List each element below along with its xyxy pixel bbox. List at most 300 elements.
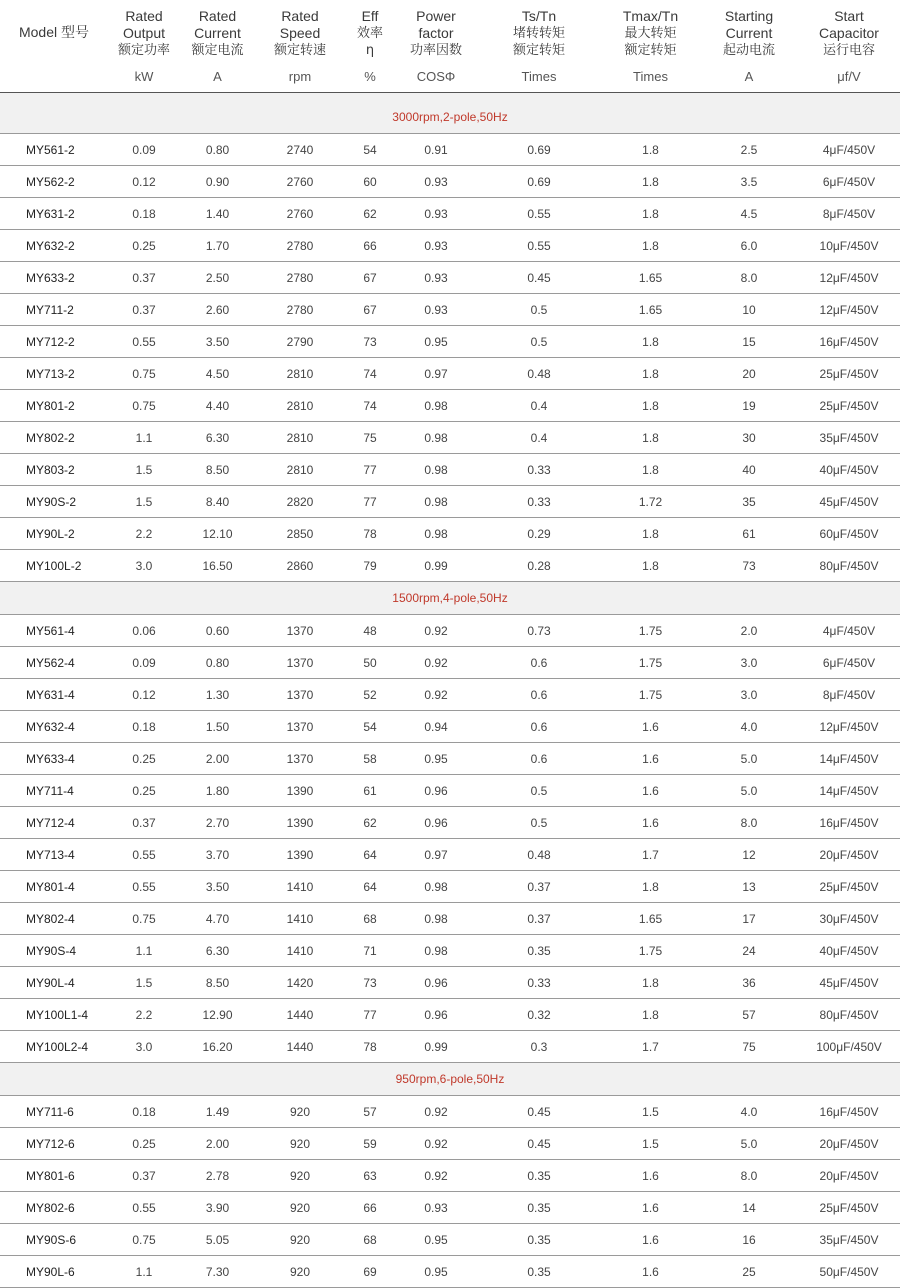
value-cell: 63 [345, 1160, 395, 1192]
value-cell: 1390 [255, 775, 345, 807]
table-row [0, 1128, 900, 1160]
value-cell: 1.6 [601, 807, 700, 839]
value-cell: 35 [700, 486, 798, 518]
value-cell: 40μF/450V [798, 935, 900, 967]
value-cell: 0.6 [477, 647, 601, 679]
value-cell: 4μF/450V [798, 615, 900, 647]
value-cell: 2.0 [700, 615, 798, 647]
table-row [0, 230, 900, 262]
value-cell: 0.93 [395, 166, 477, 198]
value-cell: 0.93 [395, 262, 477, 294]
value-cell: 1.8 [601, 390, 700, 422]
model-cell: MY561-4 [0, 615, 108, 647]
table-row [0, 422, 900, 454]
value-cell: 920 [255, 1256, 345, 1288]
model-cell: MY802-2 [0, 422, 108, 454]
value-cell: 0.37 [108, 294, 180, 326]
value-cell: 920 [255, 1224, 345, 1256]
model-cell: MY632-4 [0, 711, 108, 743]
value-cell: 54 [345, 134, 395, 166]
value-cell: 13 [700, 871, 798, 903]
unit-cell: μf/V [798, 64, 900, 93]
value-cell: 16μF/450V [798, 807, 900, 839]
value-cell: 1.8 [601, 326, 700, 358]
table-row [0, 839, 900, 871]
value-cell: 60 [345, 166, 395, 198]
value-cell: 14 [700, 1192, 798, 1224]
model-cell: MY90S-2 [0, 486, 108, 518]
value-cell: 0.69 [477, 134, 601, 166]
value-cell: 0.98 [395, 390, 477, 422]
value-cell: 0.60 [180, 615, 255, 647]
value-cell: 3.50 [180, 871, 255, 903]
value-cell: 1.7 [601, 1031, 700, 1063]
table-row [0, 999, 900, 1031]
value-cell: 30μF/450V [798, 903, 900, 935]
value-cell: 40μF/450V [798, 454, 900, 486]
value-cell: 1.5 [601, 1128, 700, 1160]
value-cell: 1.8 [601, 550, 700, 582]
value-cell: 920 [255, 1192, 345, 1224]
value-cell: 8.50 [180, 967, 255, 999]
value-cell: 0.95 [395, 1224, 477, 1256]
value-cell: 78 [345, 518, 395, 550]
value-cell: 2.2 [108, 518, 180, 550]
table-row [0, 326, 900, 358]
table-row [0, 647, 900, 679]
value-cell: 16.20 [180, 1031, 255, 1063]
section-title: 1500rpm,4-pole,50Hz [0, 582, 900, 615]
value-cell: 8μF/450V [798, 679, 900, 711]
value-cell: 20μF/450V [798, 1160, 900, 1192]
value-cell: 1.8 [601, 454, 700, 486]
table-row [0, 903, 900, 935]
value-cell: 4.40 [180, 390, 255, 422]
model-cell: MY100L2-4 [0, 1031, 108, 1063]
value-cell: 0.98 [395, 935, 477, 967]
value-cell: 0.37 [108, 262, 180, 294]
value-cell: 0.37 [477, 871, 601, 903]
value-cell: 0.32 [477, 999, 601, 1031]
value-cell: 0.90 [180, 166, 255, 198]
value-cell: 66 [345, 230, 395, 262]
value-cell: 0.80 [180, 647, 255, 679]
value-cell: 5.0 [700, 743, 798, 775]
model-cell: MY562-2 [0, 166, 108, 198]
value-cell: 80μF/450V [798, 999, 900, 1031]
value-cell: 2850 [255, 518, 345, 550]
value-cell: 8.0 [700, 262, 798, 294]
value-cell: 4.0 [700, 1096, 798, 1128]
value-cell: 3.0 [108, 1031, 180, 1063]
value-cell: 0.29 [477, 518, 601, 550]
value-cell: 1440 [255, 1031, 345, 1063]
value-cell: 17 [700, 903, 798, 935]
value-cell: 0.33 [477, 967, 601, 999]
value-cell: 8.40 [180, 486, 255, 518]
value-cell: 0.75 [108, 1224, 180, 1256]
value-cell: 0.35 [477, 1160, 601, 1192]
table-row [0, 743, 900, 775]
value-cell: 0.48 [477, 839, 601, 871]
table-row [0, 166, 900, 198]
value-cell: 1.8 [601, 422, 700, 454]
value-cell: 0.75 [108, 358, 180, 390]
table-row [0, 294, 900, 326]
value-cell: 0.55 [477, 198, 601, 230]
table-row [0, 486, 900, 518]
value-cell: 2810 [255, 390, 345, 422]
table-row [0, 518, 900, 550]
value-cell: 0.4 [477, 390, 601, 422]
value-cell: 5.05 [180, 1224, 255, 1256]
header-power-factor: Power factor 功率因数 [409, 8, 462, 58]
value-cell: 5.0 [700, 1128, 798, 1160]
value-cell: 1.6 [601, 775, 700, 807]
value-cell: 30 [700, 422, 798, 454]
value-cell: 0.92 [395, 615, 477, 647]
value-cell: 12μF/450V [798, 262, 900, 294]
value-cell: 3.70 [180, 839, 255, 871]
value-cell: 1.6 [601, 1160, 700, 1192]
value-cell: 0.55 [108, 839, 180, 871]
model-cell: MY712-6 [0, 1128, 108, 1160]
model-cell: MY633-2 [0, 262, 108, 294]
header-max-torque-ratio: Tmax/Tn 最大转矩 额定转矩 [622, 8, 679, 58]
value-cell: 0.98 [395, 422, 477, 454]
table-body [0, 93, 900, 1288]
value-cell: 6μF/450V [798, 647, 900, 679]
value-cell: 0.28 [477, 550, 601, 582]
value-cell: 0.93 [395, 1192, 477, 1224]
header-rated-output: Rated Output 额定功率 [117, 8, 170, 58]
value-cell: 1.49 [180, 1096, 255, 1128]
model-cell: MY802-6 [0, 1192, 108, 1224]
value-cell: 35μF/450V [798, 1224, 900, 1256]
table-row [0, 871, 900, 903]
value-cell: 16 [700, 1224, 798, 1256]
value-cell: 0.80 [180, 134, 255, 166]
value-cell: 52 [345, 679, 395, 711]
value-cell: 25μF/450V [798, 390, 900, 422]
value-cell: 1.8 [601, 967, 700, 999]
value-cell: 0.48 [477, 358, 601, 390]
value-cell: 0.95 [395, 326, 477, 358]
value-cell: 2810 [255, 422, 345, 454]
table-row [0, 134, 900, 166]
value-cell: 0.69 [477, 166, 601, 198]
value-cell: 1390 [255, 807, 345, 839]
header-model: Model 型号 [18, 23, 90, 40]
value-cell: 0.55 [477, 230, 601, 262]
value-cell: 1.5 [108, 967, 180, 999]
value-cell: 19 [700, 390, 798, 422]
value-cell: 1420 [255, 967, 345, 999]
value-cell: 0.96 [395, 999, 477, 1031]
value-cell: 73 [345, 326, 395, 358]
model-cell: MY803-2 [0, 454, 108, 486]
value-cell: 3.0 [700, 679, 798, 711]
value-cell: 73 [345, 967, 395, 999]
value-cell: 1.65 [601, 262, 700, 294]
value-cell: 1.5 [108, 454, 180, 486]
table-row [0, 679, 900, 711]
value-cell: 0.5 [477, 326, 601, 358]
table-row [0, 1096, 900, 1128]
value-cell: 1.6 [601, 743, 700, 775]
value-cell: 0.55 [108, 871, 180, 903]
value-cell: 14μF/450V [798, 775, 900, 807]
model-cell: MY802-4 [0, 903, 108, 935]
value-cell: 2.60 [180, 294, 255, 326]
value-cell: 0.96 [395, 967, 477, 999]
value-cell: 57 [345, 1096, 395, 1128]
model-cell: MY631-4 [0, 679, 108, 711]
value-cell: 25μF/450V [798, 358, 900, 390]
value-cell: 1.50 [180, 711, 255, 743]
section-header-row [0, 1063, 900, 1096]
value-cell: 6μF/450V [798, 166, 900, 198]
value-cell: 0.35 [477, 1256, 601, 1288]
section-header-row [0, 582, 900, 615]
value-cell: 79 [345, 550, 395, 582]
unit-cell: Times [477, 64, 601, 93]
value-cell: 45μF/450V [798, 486, 900, 518]
value-cell: 0.92 [395, 679, 477, 711]
model-cell: MY632-2 [0, 230, 108, 262]
value-cell: 0.37 [108, 1160, 180, 1192]
table-row [0, 967, 900, 999]
value-cell: 0.55 [108, 1192, 180, 1224]
value-cell: 62 [345, 198, 395, 230]
table-row [0, 1256, 900, 1288]
value-cell: 1.75 [601, 679, 700, 711]
value-cell: 7.30 [180, 1256, 255, 1288]
value-cell: 1.75 [601, 615, 700, 647]
value-cell: 2810 [255, 358, 345, 390]
value-cell: 4.0 [700, 711, 798, 743]
value-cell: 16.50 [180, 550, 255, 582]
section-title: 3000rpm,2-pole,50Hz [0, 101, 900, 134]
table-row [0, 454, 900, 486]
value-cell: 1.65 [601, 294, 700, 326]
value-cell: 25 [700, 1256, 798, 1288]
value-cell: 10μF/450V [798, 230, 900, 262]
value-cell: 0.25 [108, 775, 180, 807]
value-cell: 2810 [255, 454, 345, 486]
value-cell: 12μF/450V [798, 294, 900, 326]
value-cell: 1.80 [180, 775, 255, 807]
value-cell: 2780 [255, 230, 345, 262]
value-cell: 0.09 [108, 134, 180, 166]
value-cell: 4.70 [180, 903, 255, 935]
value-cell: 15 [700, 326, 798, 358]
model-cell: MY100L1-4 [0, 999, 108, 1031]
value-cell: 60μF/450V [798, 518, 900, 550]
model-cell: MY711-2 [0, 294, 108, 326]
value-cell: 4.50 [180, 358, 255, 390]
model-cell: MY631-2 [0, 198, 108, 230]
table-row [0, 1224, 900, 1256]
model-cell: MY801-6 [0, 1160, 108, 1192]
unit-cell: COSΦ [395, 64, 477, 93]
table-row [0, 1192, 900, 1224]
value-cell: 25μF/450V [798, 871, 900, 903]
table-row [0, 262, 900, 294]
value-cell: 1.65 [601, 903, 700, 935]
value-cell: 1.1 [108, 935, 180, 967]
value-cell: 920 [255, 1128, 345, 1160]
value-cell: 0.91 [395, 134, 477, 166]
value-cell: 0.18 [108, 711, 180, 743]
table-row [0, 1160, 900, 1192]
model-cell: MY713-4 [0, 839, 108, 871]
header-locked-torque-ratio: Ts/Tn 堵转转矩 额定转矩 [512, 8, 565, 58]
value-cell: 100μF/450V [798, 1031, 900, 1063]
value-cell: 0.6 [477, 743, 601, 775]
value-cell: 20 [700, 358, 798, 390]
value-cell: 2760 [255, 198, 345, 230]
value-cell: 62 [345, 807, 395, 839]
value-cell: 78 [345, 1031, 395, 1063]
value-cell: 68 [345, 903, 395, 935]
value-cell: 1370 [255, 711, 345, 743]
value-cell: 1.5 [601, 1096, 700, 1128]
value-cell: 20μF/450V [798, 839, 900, 871]
value-cell: 8μF/450V [798, 198, 900, 230]
value-cell: 1.40 [180, 198, 255, 230]
header-row [0, 0, 900, 64]
unit-cell: A [180, 64, 255, 93]
unit-cell: rpm [255, 64, 345, 93]
header-rated-current: Rated Current 额定电流 [191, 8, 244, 58]
value-cell: 0.06 [108, 615, 180, 647]
unit-model [0, 64, 108, 93]
value-cell: 0.33 [477, 454, 601, 486]
value-cell: 6.30 [180, 422, 255, 454]
value-cell: 2780 [255, 294, 345, 326]
model-cell: MY713-2 [0, 358, 108, 390]
value-cell: 57 [700, 999, 798, 1031]
value-cell: 0.99 [395, 1031, 477, 1063]
value-cell: 3.0 [700, 647, 798, 679]
table-row [0, 615, 900, 647]
value-cell: 0.98 [395, 871, 477, 903]
unit-cell: % [345, 64, 395, 93]
section-spacer [0, 93, 900, 102]
value-cell: 77 [345, 454, 395, 486]
value-cell: 1.75 [601, 647, 700, 679]
unit-row [0, 64, 900, 93]
section-title: 950rpm,6-pole,50Hz [0, 1063, 900, 1096]
value-cell: 0.35 [477, 935, 601, 967]
value-cell: 2760 [255, 166, 345, 198]
value-cell: 0.5 [477, 775, 601, 807]
value-cell: 0.75 [108, 390, 180, 422]
value-cell: 1.1 [108, 422, 180, 454]
model-cell: MY801-4 [0, 871, 108, 903]
value-cell: 2740 [255, 134, 345, 166]
value-cell: 0.99 [395, 550, 477, 582]
value-cell: 0.09 [108, 647, 180, 679]
value-cell: 16μF/450V [798, 326, 900, 358]
value-cell: 0.55 [108, 326, 180, 358]
unit-cell: kW [108, 64, 180, 93]
value-cell: 8.0 [700, 807, 798, 839]
value-cell: 0.95 [395, 743, 477, 775]
unit-cell: Times [601, 64, 700, 93]
value-cell: 1.5 [108, 486, 180, 518]
value-cell: 0.25 [108, 230, 180, 262]
value-cell: 2.00 [180, 1128, 255, 1160]
value-cell: 0.97 [395, 839, 477, 871]
value-cell: 24 [700, 935, 798, 967]
value-cell: 77 [345, 486, 395, 518]
table-row [0, 550, 900, 582]
value-cell: 6.30 [180, 935, 255, 967]
model-cell: MY711-6 [0, 1096, 108, 1128]
value-cell: 2.00 [180, 743, 255, 775]
value-cell: 3.90 [180, 1192, 255, 1224]
value-cell: 0.12 [108, 166, 180, 198]
value-cell: 48 [345, 615, 395, 647]
value-cell: 25μF/450V [798, 1192, 900, 1224]
value-cell: 0.33 [477, 486, 601, 518]
value-cell: 0.95 [395, 1256, 477, 1288]
value-cell: 2780 [255, 262, 345, 294]
value-cell: 1410 [255, 935, 345, 967]
value-cell: 61 [345, 775, 395, 807]
value-cell: 14μF/450V [798, 743, 900, 775]
value-cell: 1390 [255, 839, 345, 871]
value-cell: 54 [345, 711, 395, 743]
model-cell: MY633-4 [0, 743, 108, 775]
value-cell: 58 [345, 743, 395, 775]
value-cell: 59 [345, 1128, 395, 1160]
value-cell: 0.98 [395, 454, 477, 486]
value-cell: 80μF/450V [798, 550, 900, 582]
value-cell: 68 [345, 1224, 395, 1256]
value-cell: 1.8 [601, 134, 700, 166]
value-cell: 71 [345, 935, 395, 967]
header-efficiency: Eff 效率 η [356, 8, 383, 58]
model-cell: MY90L-2 [0, 518, 108, 550]
value-cell: 75 [700, 1031, 798, 1063]
value-cell: 0.45 [477, 1128, 601, 1160]
model-cell: MY562-4 [0, 647, 108, 679]
value-cell: 2.70 [180, 807, 255, 839]
value-cell: 0.45 [477, 262, 601, 294]
value-cell: 0.35 [477, 1192, 601, 1224]
value-cell: 1370 [255, 679, 345, 711]
value-cell: 0.45 [477, 1096, 601, 1128]
value-cell: 8.50 [180, 454, 255, 486]
model-cell: MY712-4 [0, 807, 108, 839]
table-row [0, 358, 900, 390]
value-cell: 2.50 [180, 262, 255, 294]
value-cell: 0.98 [395, 486, 477, 518]
value-cell: 1.8 [601, 198, 700, 230]
value-cell: 64 [345, 871, 395, 903]
value-cell: 67 [345, 262, 395, 294]
value-cell: 4.5 [700, 198, 798, 230]
value-cell: 12.90 [180, 999, 255, 1031]
table-row [0, 807, 900, 839]
value-cell: 1.8 [601, 166, 700, 198]
value-cell: 1.1 [108, 1256, 180, 1288]
value-cell: 1.8 [601, 230, 700, 262]
value-cell: 0.25 [108, 1128, 180, 1160]
